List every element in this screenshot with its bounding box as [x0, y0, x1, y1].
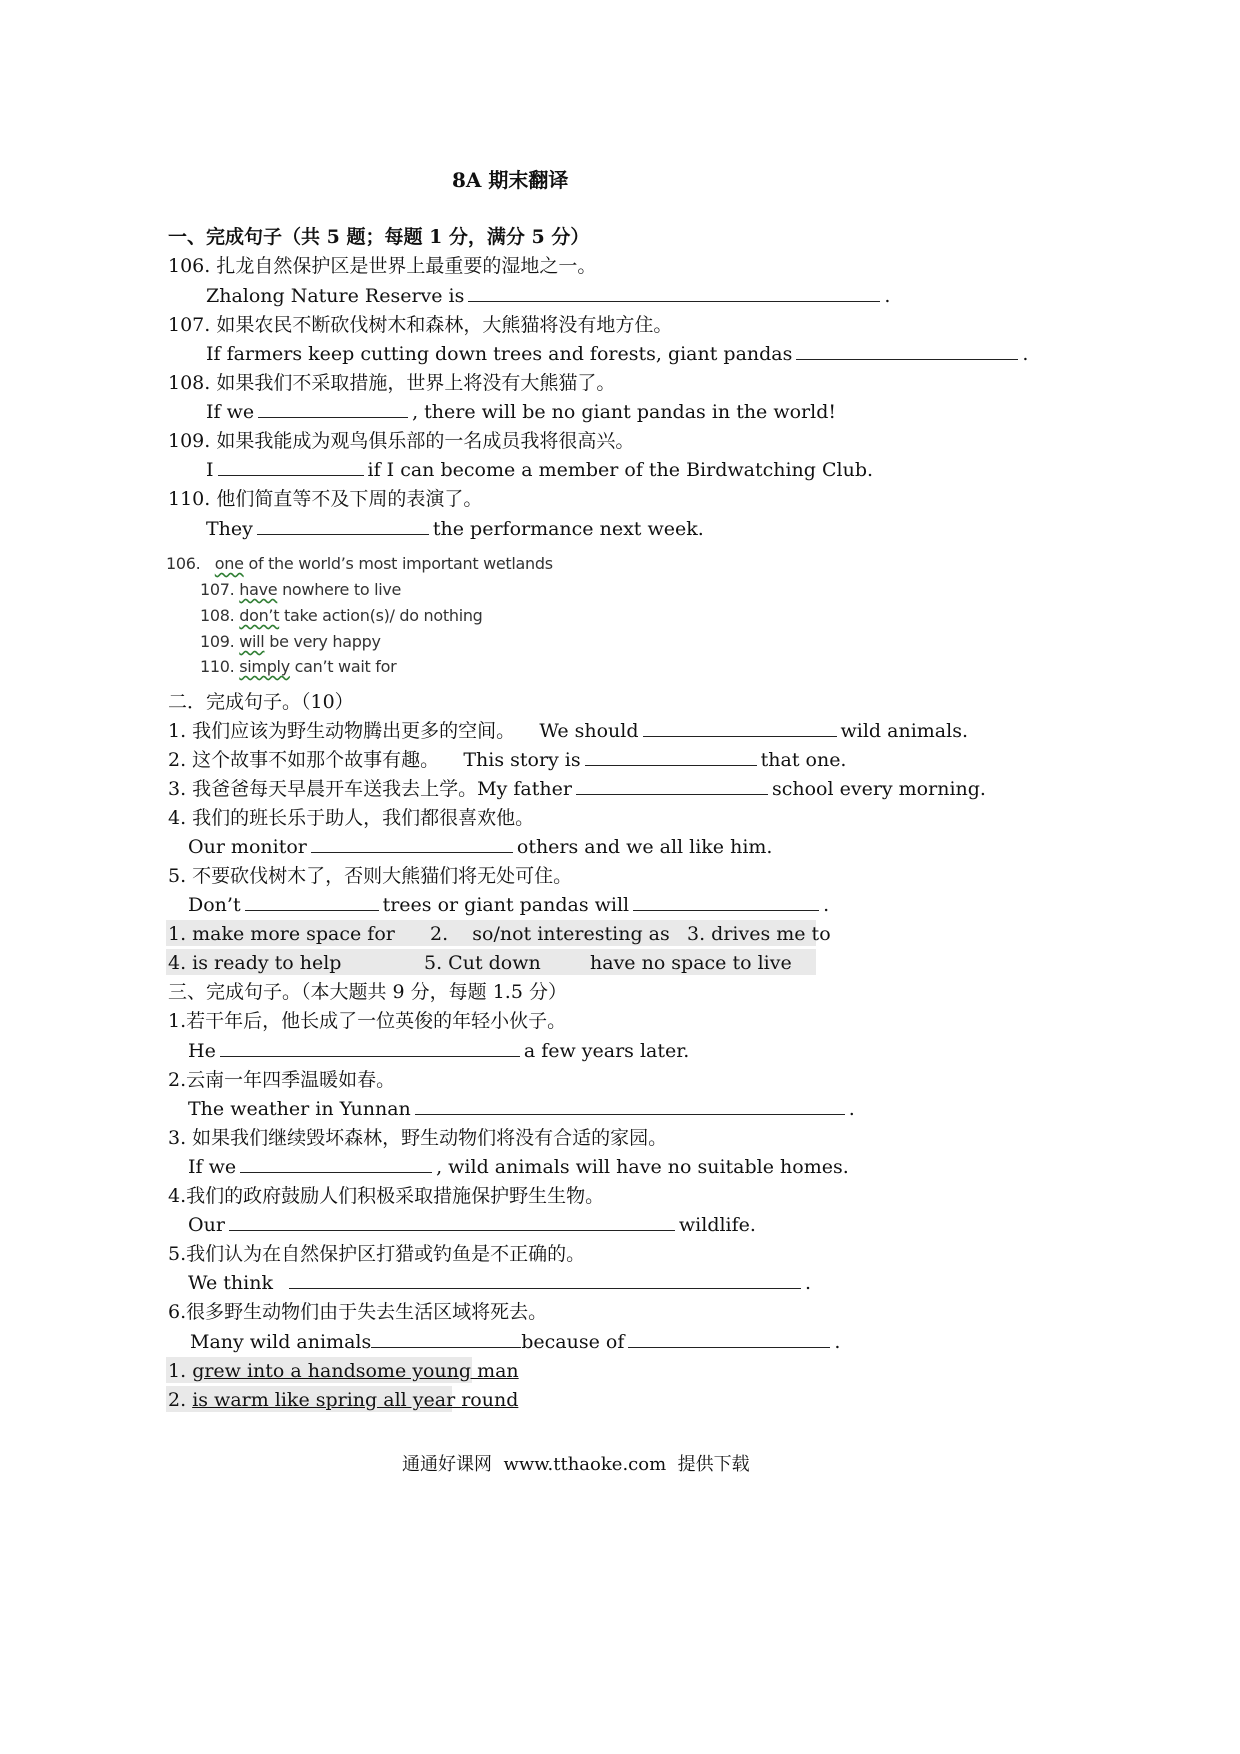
answer-blank[interactable]	[576, 776, 768, 795]
section2-heading: 二．完成句子。（10）	[168, 691, 354, 713]
question-prefix: Don’t	[188, 894, 241, 916]
question-prefix: He	[188, 1040, 216, 1062]
question-middle: trees or giant pandas will	[382, 894, 630, 916]
question-middle: because of	[521, 1331, 625, 1353]
answer-blank[interactable]	[257, 516, 429, 535]
answer-first-word: one	[214, 554, 244, 573]
answer-number: 2.	[168, 1389, 187, 1411]
question-108-cn: 108. 如果我们不采取措施，世界上将没有大熊猫了。	[168, 372, 616, 394]
answer-106	[166, 551, 553, 577]
question-109-en	[206, 457, 873, 483]
question-suffix: wild animals.	[840, 720, 968, 742]
answer-rest: can’t wait for	[289, 657, 397, 676]
answer-first-word: don’t	[239, 606, 280, 625]
section2-answer-2: 2. so/not interesting as	[430, 923, 670, 945]
section2-q4-cn: 4. 我们的班长乐于助人，我们都很喜欢他。	[168, 807, 535, 829]
section1-heading: 一、完成句子（共 5 题；每题 1 分，满分 5 分）	[168, 226, 590, 248]
section3-q3-cn: 3. 如果我们继续毁坏森林，野生动物们将没有合适的家园。	[168, 1127, 668, 1149]
section2-answer-6: have no space to live	[590, 952, 792, 974]
question-suffix: .	[834, 1331, 841, 1353]
section2-q5-en	[188, 892, 829, 918]
question-prefix: We think	[188, 1272, 273, 1294]
question-prefix: The weather in Yunnan	[188, 1098, 411, 1120]
question-106-suffix: .	[884, 285, 891, 307]
answer-blank[interactable]	[371, 1329, 521, 1348]
answer-number: 106.	[166, 554, 201, 573]
question-110-cn: 110. 他们简直等不及下周的表演了。	[168, 488, 483, 510]
question-suffix: a few years later.	[523, 1040, 690, 1062]
question-107-suffix: .	[1022, 343, 1029, 365]
answer-number: 107.	[200, 580, 235, 599]
question-cn: 3. 我爸爸每天早晨开车送我去上学。	[168, 778, 478, 800]
section3-q6-en	[190, 1329, 840, 1355]
question-108-prefix: If we	[206, 401, 255, 423]
question-110-en	[206, 516, 704, 542]
question-prefix: This story is	[463, 749, 581, 771]
answer-rest: be very happy	[264, 632, 381, 651]
question-suffix: wildlife.	[678, 1214, 756, 1236]
section2-q1	[168, 718, 968, 744]
answer-109	[200, 629, 381, 655]
section2-q4-en	[188, 834, 772, 860]
answer-blank[interactable]	[633, 892, 819, 911]
question-106-prefix: Zhalong Nature Reserve is	[206, 285, 465, 307]
question-prefix: Our monitor	[188, 836, 307, 858]
answer-first-word: will	[239, 632, 265, 651]
answer-blank[interactable]	[258, 399, 408, 418]
answer-blank[interactable]	[220, 1038, 520, 1057]
answer-blank[interactable]	[796, 341, 1018, 360]
question-prefix: We should	[539, 720, 639, 742]
answer-text: grew into a handsome young man	[192, 1360, 519, 1382]
section3-q6-cn: 6.很多野生动物们由于失去生活区域将死去。	[168, 1301, 548, 1323]
answer-blank[interactable]	[229, 1212, 675, 1231]
question-107-prefix: If farmers keep cutting down trees and forests, giant pandas	[206, 343, 793, 365]
answer-rest: of the world’s most important wetlands	[243, 554, 553, 573]
section2-q5-cn: 5. 不要砍伐树木了，否则大熊猫们将无处可住。	[168, 865, 573, 887]
question-109-suffix: if I can become a member of the Birdwatching Club.	[367, 459, 874, 481]
section2-q3	[168, 776, 986, 802]
section2-answer-5: 5. Cut down	[424, 952, 541, 974]
answer-blank[interactable]	[628, 1329, 830, 1348]
section2-q2	[168, 747, 846, 773]
section3-q5-cn: 5.我们认为在自然保护区打猎或钓鱼是不正确的。	[168, 1243, 586, 1265]
answer-blank[interactable]	[415, 1096, 845, 1115]
section3-heading: 三、完成句子。（本大题共 9 分，每题 1.5 分）	[168, 981, 567, 1003]
answer-108	[200, 603, 483, 629]
question-prefix: Our	[188, 1214, 225, 1236]
question-110-prefix: They	[206, 518, 253, 540]
answer-rest: take action(s)/ do nothing	[279, 606, 483, 625]
question-110-suffix: the performance next week.	[432, 518, 704, 540]
answer-first-word: have	[239, 580, 278, 599]
question-suffix: , wild animals will have no suitable homes.	[436, 1156, 849, 1178]
answer-blank[interactable]	[311, 834, 513, 853]
question-prefix: My father	[477, 778, 572, 800]
footer-credit: 通通好课网 www.tthaoke.com 提供下载	[402, 1454, 750, 1475]
question-suffix: that one.	[760, 749, 847, 771]
question-suffix: .	[823, 894, 830, 916]
answer-number: 1.	[168, 1360, 187, 1382]
section3-q1-en	[188, 1038, 689, 1064]
question-107-cn: 107. 如果农民不断砍伐树木和森林，大熊猫将没有地方住。	[168, 314, 673, 336]
question-108-en	[206, 399, 836, 425]
section3-q1-cn: 1.若干年后，他长成了一位英俊的年轻小伙子。	[168, 1010, 567, 1032]
section3-q4-en	[188, 1212, 756, 1238]
question-108-suffix: , there will be no giant pandas in the world!	[412, 401, 837, 423]
answer-first-word: simply	[239, 657, 290, 676]
answer-110	[200, 654, 396, 680]
section3-q3-en	[188, 1154, 849, 1180]
question-suffix: others and we all like him.	[516, 836, 773, 858]
answer-blank[interactable]	[218, 457, 364, 476]
question-suffix: school every morning.	[771, 778, 986, 800]
question-106-cn: 106. 扎龙自然保护区是世界上最重要的湿地之一。	[168, 255, 597, 277]
page-title: 8A 期末翻译	[452, 168, 569, 192]
answer-blank[interactable]	[240, 1154, 432, 1173]
section3-q2-cn: 2.云南一年四季温暖如春。	[168, 1069, 396, 1091]
question-cn: 1. 我们应该为野生动物腾出更多的空间。	[168, 720, 516, 742]
answer-text: is warm like spring all year round	[192, 1389, 519, 1411]
question-prefix: Many wild animals	[190, 1331, 372, 1353]
question-suffix: .	[848, 1098, 855, 1120]
question-suffix: .	[804, 1272, 812, 1294]
answer-107	[200, 577, 401, 603]
section2-answer-4: 4. is ready to help	[168, 952, 342, 974]
question-cn: 2. 这个故事不如那个故事有趣。	[168, 749, 440, 771]
section3-q5-en	[188, 1270, 811, 1296]
answer-number: 109.	[200, 632, 235, 651]
answer-number: 108.	[200, 606, 235, 625]
answer-blank[interactable]	[289, 1270, 801, 1289]
question-106-en	[206, 283, 890, 309]
question-109-prefix: I	[206, 459, 214, 481]
section2-answer-3: 3. drives me to	[687, 923, 831, 945]
section3-answer-1	[168, 1358, 519, 1384]
answer-blank[interactable]	[643, 718, 837, 737]
answer-blank[interactable]	[585, 747, 757, 766]
section2-answer-1: 1. make more space for	[168, 923, 395, 945]
section3-q2-en	[188, 1096, 855, 1122]
question-109-cn: 109. 如果我能成为观鸟俱乐部的一名成员我将很高兴。	[168, 430, 635, 452]
answer-blank[interactable]	[468, 283, 880, 302]
answer-number: 110.	[200, 657, 235, 676]
section3-answer-2	[168, 1387, 518, 1413]
answer-blank[interactable]	[245, 892, 379, 911]
question-prefix: If we	[188, 1156, 237, 1178]
section3-q4-cn: 4.我们的政府鼓励人们积极采取措施保护野生生物。	[168, 1185, 605, 1207]
answer-rest: nowhere to live	[277, 580, 402, 599]
question-107-en	[206, 341, 1028, 367]
